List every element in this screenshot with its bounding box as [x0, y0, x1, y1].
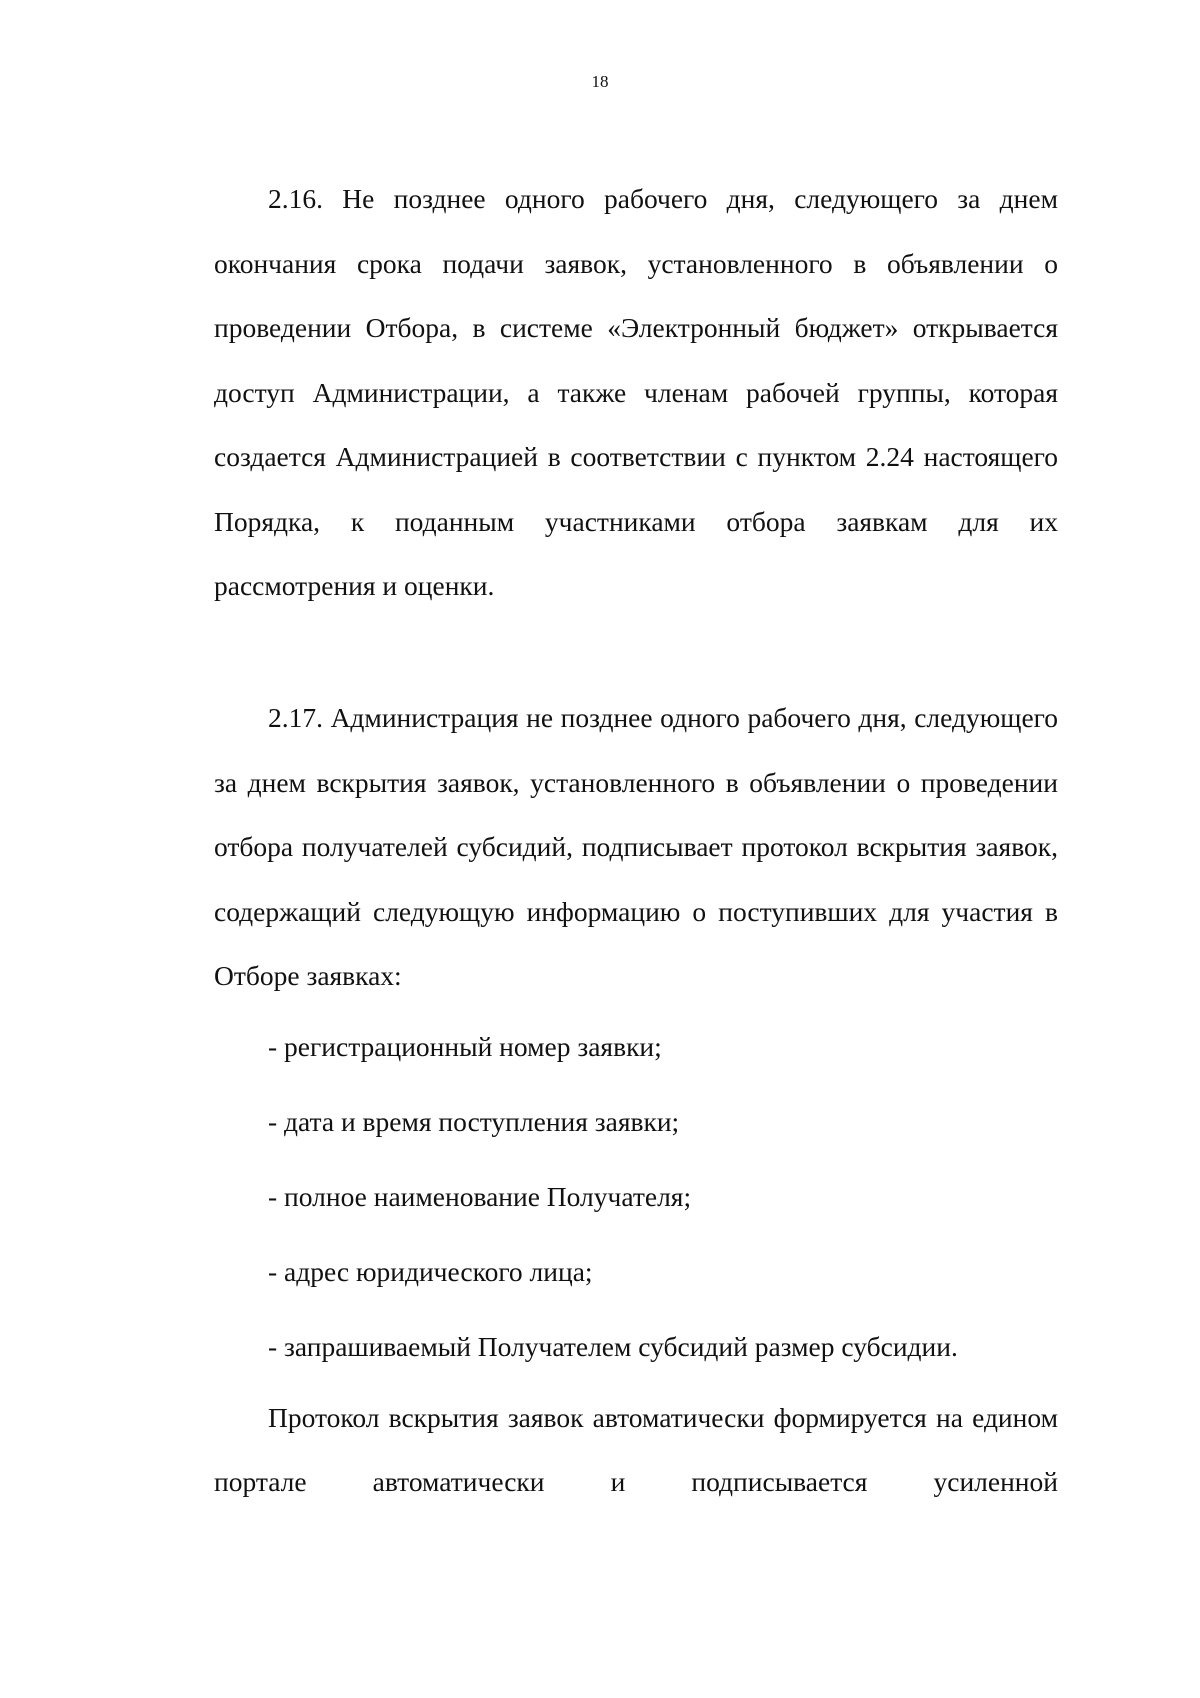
protocol-info-list — [214, 1009, 1058, 1384]
list-item-date-time: - дата и время поступления заявки; — [268, 1105, 680, 1137]
paragraph-protocol-closing: Протокол вскрытия заявок автоматически формируется на едином портале автоматически и подписывается усиленной — [214, 1401, 1058, 1497]
list-item-full-name: - полное наименование Получателя; — [268, 1180, 692, 1212]
paragraph-2-17-intro: 2.17. Администрация не позднее одного рабочего дня, следующего за днем вскрытия заявок, установленного в объявлении о проведении отбора получателей субсидий, подписывает протокол вскрытия заявок, содержащий следующую информацию о поступивших для участия в Отборе заявках: — [214, 702, 1058, 991]
list-item-legal-address: - адрес юридического лица; — [268, 1255, 593, 1287]
page-number: 18 — [591, 72, 609, 91]
paragraph-2-16: 2.16. Не позднее одного рабочего дня, следующего за днем окончания срока подачи заявок, установленного в объявлении о проведении Отбора, в системе «Электронный бюджет» открывается доступ Администрации, а также членам рабочей группы, которая создается Администрацией в соответствии с пунктом 2.24 настоящего Порядка, к поданным участниками отбора заявкам для их рассмотрения и оценки. — [214, 183, 1058, 601]
list-item-registration-number: - регистрационный номер заявки; — [268, 1030, 662, 1062]
section-2-17 — [214, 686, 1058, 1515]
section-2-16 — [214, 167, 1058, 619]
list-item-subsidy-amount: - запрашиваемый Получателем субсидий размер субсидии. — [268, 1330, 958, 1362]
